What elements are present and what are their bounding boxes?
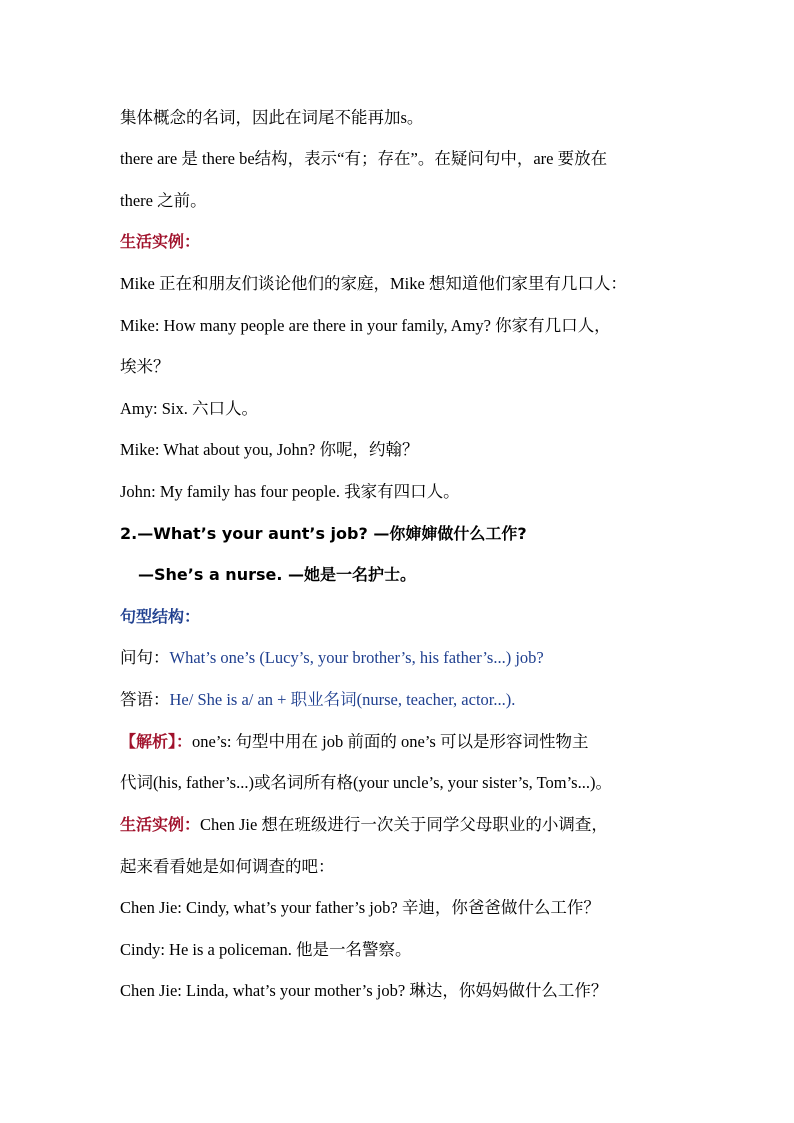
text-line: Mike 正在和朋友们谈论他们的家庭，Mike 想知道他们家里有几口人：: [120, 274, 627, 293]
analysis-line: [120, 731, 588, 753]
life-example-text: Chen Jie 想在班级进行一次关于同学父母职业的小调查，: [200, 815, 608, 834]
answer-pattern: He/ She is a/ an + 职业名词(nurse, teacher, actor...).: [169, 690, 516, 709]
analysis-text: one’s: 句型中用在 job 前面的 one’s 可以是形容词性物主: [192, 732, 589, 751]
question-prefix: 问句：: [120, 648, 170, 667]
text-line: 代词(his, father’s...)或名词所有格(your uncle’s, your sister’s, Tom’s...)。: [120, 773, 612, 792]
question-pattern: What’s one’s (Lucy’s, your brother’s, his father’s...) job?: [169, 648, 544, 667]
section-label-analysis: 【解析】：: [120, 732, 193, 751]
section-label-life-example: 生活实例：: [120, 232, 201, 251]
text-line: 集体概念的名词，因此在词尾不能再加s。: [120, 108, 424, 127]
dialogue-line: Amy: Six. 六口人。: [120, 399, 258, 418]
dialogue-line: Chen Jie: Linda, what’s your mother’s job? 琳达，你妈妈做什么工作？: [120, 981, 608, 1000]
dialogue-line: Mike: How many people are there in your family, Amy? 你家有几口人，: [120, 316, 611, 335]
section-label-life-example: 生活实例：: [120, 815, 201, 834]
section-label-structure: 句型结构：: [120, 607, 201, 626]
life-example-line: [120, 814, 608, 836]
answer-prefix: 答语：: [120, 690, 170, 709]
example-heading: 2.—What’s your aunt’s job? —你婶婶做什么工作?: [120, 524, 527, 543]
text-line: there are 是 there be结构，表示“有；存在”。在疑问句中，are 要放在: [120, 149, 608, 168]
dialogue-line: Chen Jie: Cindy, what’s your father’s job? 辛迪，你爸爸做什么工作？: [120, 898, 600, 917]
text-line: 起来看看她是如何调查的吧：: [120, 857, 335, 876]
structure-question: [120, 647, 544, 669]
example-answer: —She’s a nurse. —她是一名护士。: [138, 565, 417, 584]
structure-answer: [120, 689, 515, 711]
text-line: there 之前。: [120, 191, 207, 210]
dialogue-line: Cindy: He is a policeman. 他是一名警察。: [120, 940, 412, 959]
text-line: 埃米？: [120, 357, 170, 376]
dialogue-line: John: My family has four people. 我家有四口人。: [120, 482, 460, 501]
dialogue-line: Mike: What about you, John? 你呢，约翰？: [120, 440, 419, 459]
